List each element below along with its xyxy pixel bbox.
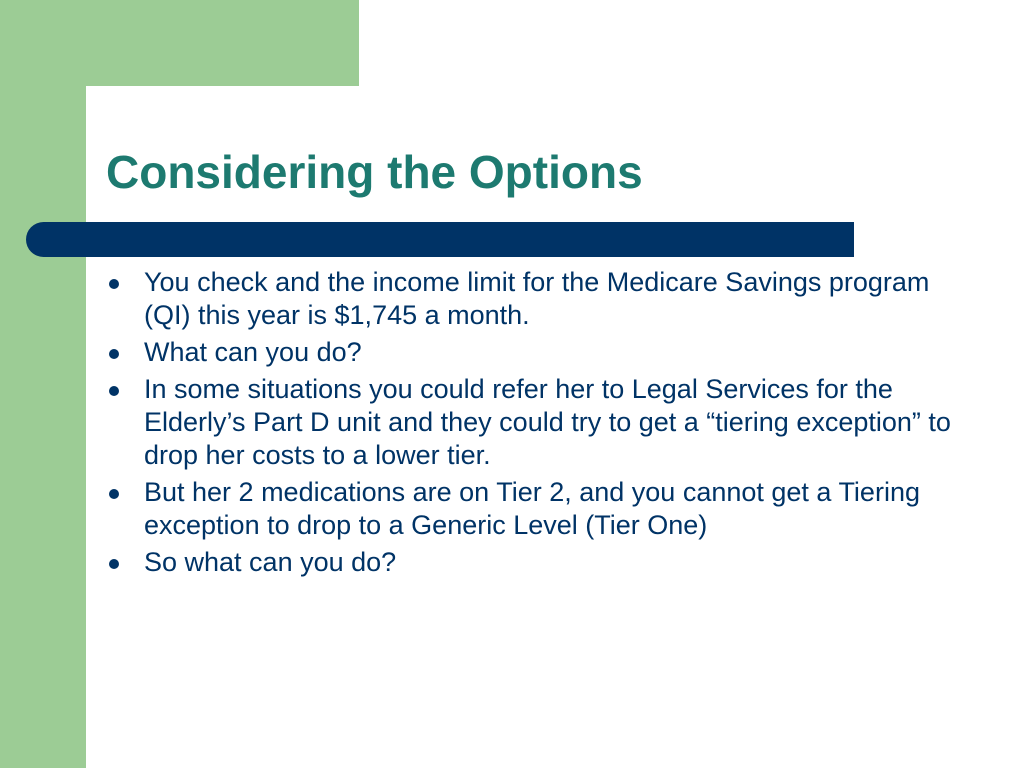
green-top-band xyxy=(0,0,359,86)
bullet-text: So what can you do? xyxy=(144,547,397,577)
bullet-text: What can you do? xyxy=(144,337,362,367)
bullet-item-1 xyxy=(102,266,962,332)
bullet-text: In some situations you could refer her to Legal Services for the Elderly’s Part D unit and they could try to get a “tiering exception” to drop her costs to a lower tier. xyxy=(144,374,951,470)
bullet-dot-icon xyxy=(109,489,119,499)
bullet-item-2 xyxy=(102,336,962,369)
bullet-list xyxy=(102,266,962,583)
green-left-band xyxy=(0,0,86,768)
bullet-dot-icon xyxy=(109,349,119,359)
bullet-item-5 xyxy=(102,546,962,579)
bullet-text: But her 2 medications are on Tier 2, and you cannot get a Tiering exception to drop to a Generic Level (Tier One) xyxy=(144,477,920,540)
slide-title: Considering the Options xyxy=(106,146,643,198)
bullet-dot-icon xyxy=(109,559,119,569)
bullet-item-3 xyxy=(102,373,962,472)
bullet-item-4 xyxy=(102,476,962,542)
bullet-text: You check and the income limit for the Medicare Savings program (QI) this year is $1,745 a month. xyxy=(144,267,930,330)
bullet-dot-icon xyxy=(109,386,119,396)
title-underline-bar xyxy=(26,222,854,257)
bullet-dot-icon xyxy=(109,279,119,289)
